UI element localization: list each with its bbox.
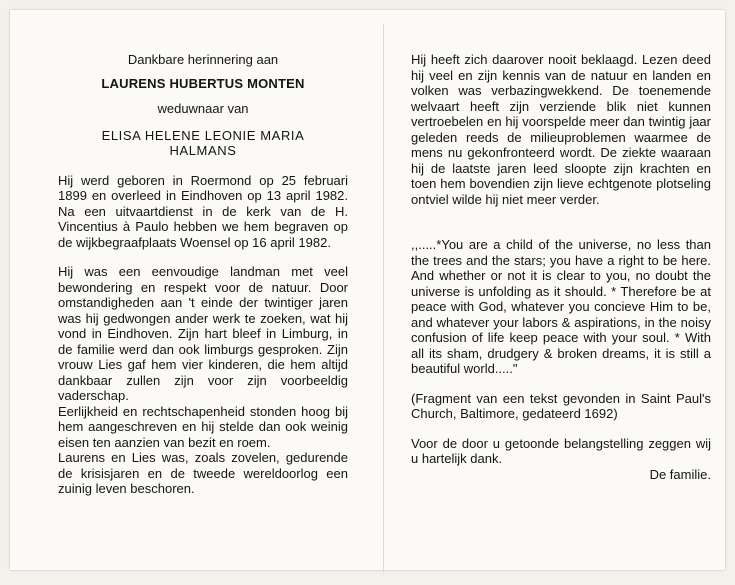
biography-paragraph-4: Laurens en Lies was, zoals zovelen, gedurende de krisisjaren en de tweede wereldoorlog een zuinig leven beschoren. — [58, 450, 348, 496]
biography-paragraph-2: Hij was een eenvoudige landman met veel bewondering en respekt voor de natuur. Door omstandigheden aan 't einde der twintiger jaren was hij gedwongen ander werk te zoeken, wat hij vond in Eindhoven. Zijn hart bleef in Limburg, in de familie werd dan ook limburgs gesproken. Zijn vrouw Lies gaf hem vier kinderen, die hem altijd dankbaar zullen zijn voor zijn voorbeeldig vaderschap. — [58, 264, 348, 403]
biography-paragraph-5: Hij heeft zich daarover nooit beklaagd. Lezen deed hij veel en zijn kennis van de natuur en landen en volken was verbazingwekkend. De toenemende welvaart heeft zijn verziende blik niet kunnen vertroebelen en hij voorspelde meer dan twintig jaar geleden reeds de milieuproblemen waarmee de mens nu gekonfronteerd wordt. De ziekte waaraan hij de laatste jaren leed sloopte zijn krachten en toen hem bovendien zijn lieve echtgenote plotseling ontviel wilde hij niet meer verder. — [411, 52, 711, 207]
desiderata-quote: ,,.....*You are a child of the universe, no less than the trees and the stars; you have a right to be here. And whether or not it is clear to you, no doubt the universe is unfolding as it should. * Therefore be at peace with God, whatever you concieve Him to be, and whatever your labors & aspirations, in the noisy confusion of life keep peace with your soul. * With all its sham, drudgery & broken dreams, it is still a beautiful world....." — [411, 237, 711, 376]
family-signature: De familie. — [649, 466, 711, 482]
intro-line: Dankbare herinnering aan — [127, 52, 279, 67]
left-page — [58, 52, 348, 497]
center-fold — [383, 24, 384, 572]
spouse-name-line1: ELISA HELENE LEONIE MARIA — [101, 127, 305, 143]
biography-paragraph-1: Hij werd geboren in Roermond op 25 februari 1899 en overleed in Eindhoven op 13 april 1982. Na een uitvaartdienst in de kerk van de H. Vincentius à Paulo hebben we hem begraven op de wijkbegraafplaats Woensel op 16 april 1982. — [58, 172, 348, 250]
relation-line: weduwnaar van — [157, 101, 249, 116]
deceased-name: LAURENS HUBERTUS MONTEN — [101, 75, 305, 91]
biography-paragraph-3: Eerlijkheid en rechtschapenheid stonden hoog bij hem aangeschreven en hij stelde dan ook weinig eisen ten aanzien van bezit en roem. — [58, 403, 348, 450]
right-page — [411, 52, 711, 482]
quote-source: (Fragment van een tekst gevonden in Saint Paul's Church, Baltimore, gedateerd 1692) — [411, 390, 711, 421]
spouse-name-line2: HALMANS — [169, 143, 237, 158]
thanks-text: Voor de door u getoonde belangstelling zeggen wij u hartelijk dank. — [411, 435, 711, 466]
